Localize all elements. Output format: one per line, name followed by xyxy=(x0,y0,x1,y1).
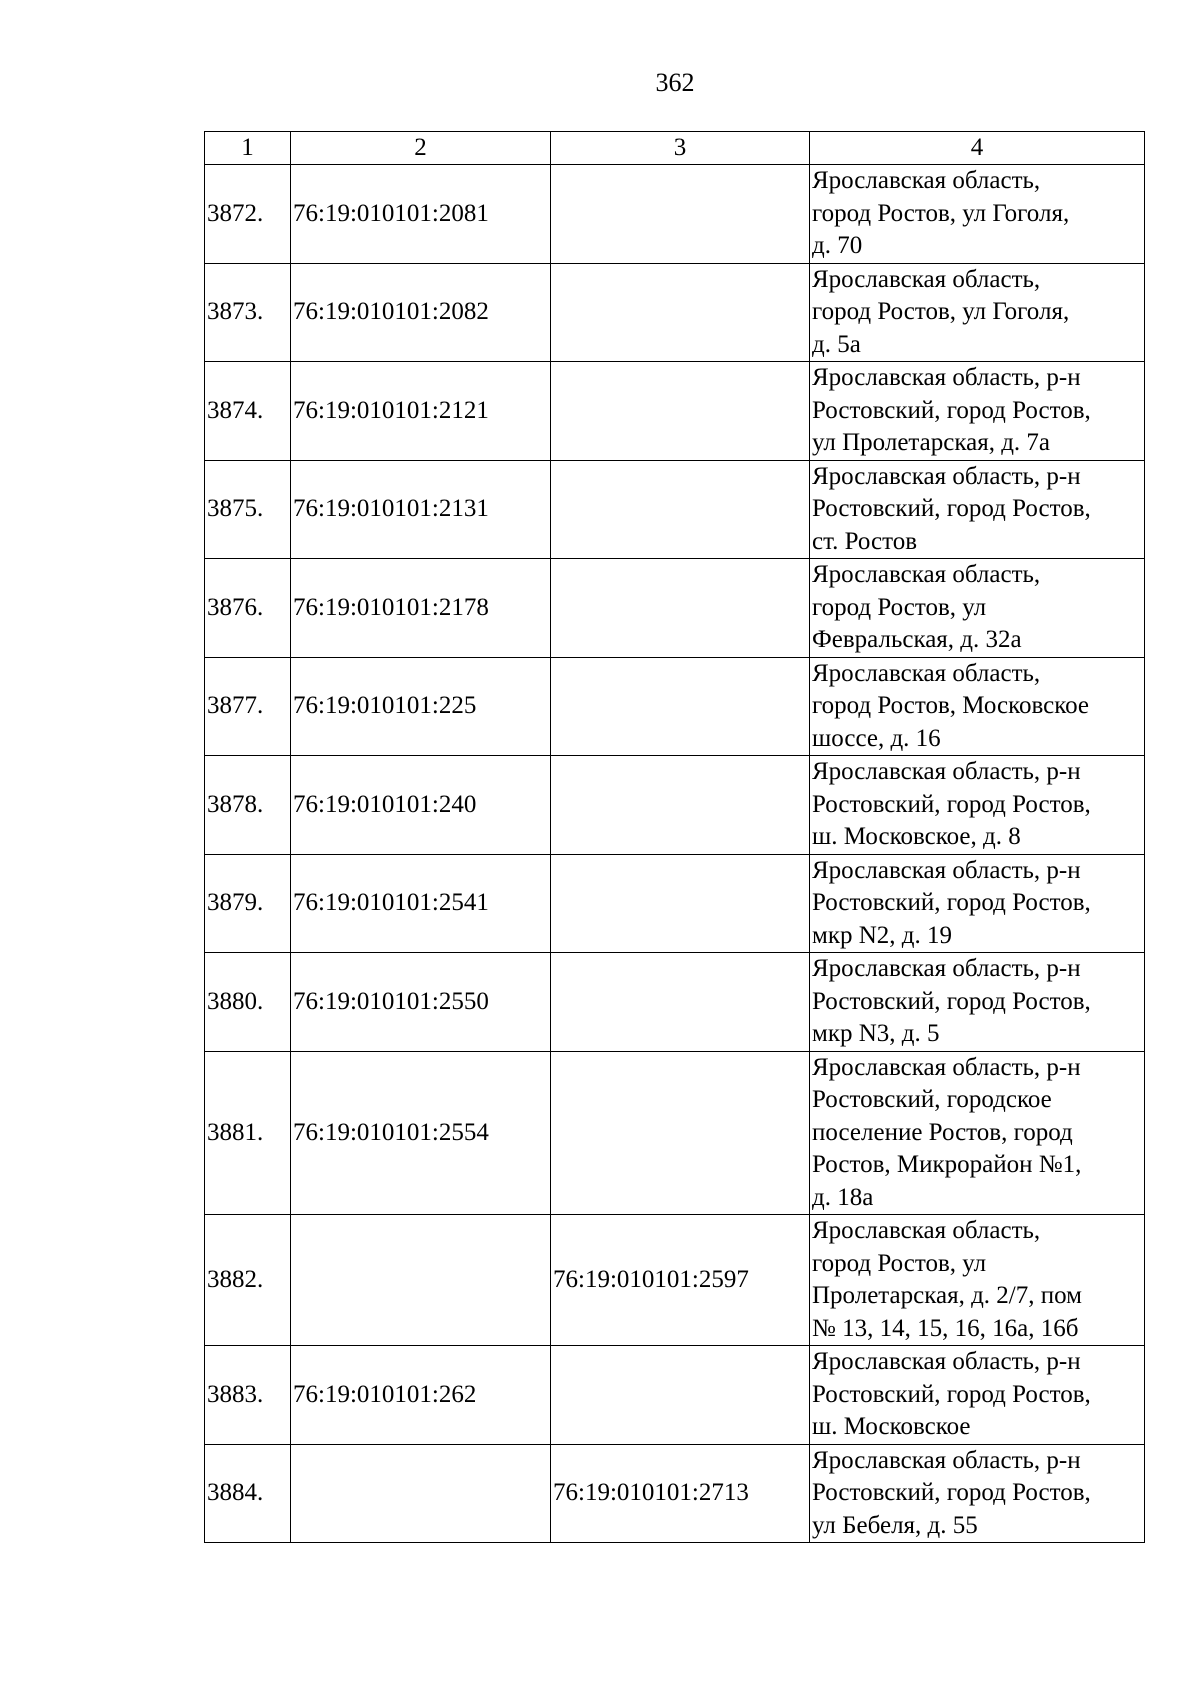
address-line: Ярославская область, xyxy=(812,265,1041,293)
address-line: Ростовский, город Ростов, xyxy=(812,987,1091,1015)
building-cadastral-number xyxy=(551,460,810,559)
address-cell xyxy=(810,1444,1145,1543)
building-cadastral-number xyxy=(551,362,810,461)
address-line: город Ростов, Московское xyxy=(812,692,1090,719)
table-row xyxy=(205,559,1145,658)
cadastral-number: 76:19:010101:2131 xyxy=(291,460,551,559)
table-row xyxy=(205,1215,1145,1346)
row-number: 3883. xyxy=(205,1346,291,1445)
address-cell xyxy=(810,460,1145,559)
cadastral-number: 76:19:010101:2081 xyxy=(291,165,551,264)
row-number: 3878. xyxy=(205,756,291,855)
cadastral-number: 76:19:010101:225 xyxy=(291,657,551,756)
cadastral-number: 76:19:010101:2541 xyxy=(291,854,551,953)
cadastral-number: 76:19:010101:240 xyxy=(291,756,551,855)
table-row xyxy=(205,1444,1145,1543)
address-line: Ярославская область, р-н xyxy=(812,462,1081,490)
building-cadastral-number xyxy=(551,1051,810,1215)
address-line: Ярославская область, р-н xyxy=(812,758,1081,785)
cadastral-number: 76:19:010101:2554 xyxy=(291,1051,551,1215)
address-line: Ярославская область, р-н xyxy=(812,1446,1081,1474)
table-row xyxy=(205,953,1145,1052)
address-line: Ростовский, город Ростов, xyxy=(812,790,1091,818)
building-cadastral-number: 76:19:010101:2713 xyxy=(551,1444,810,1543)
address-cell xyxy=(810,756,1145,855)
address-line: Ярославская область, р-н xyxy=(812,1053,1081,1081)
registry-table xyxy=(204,131,1145,1543)
address-line: Ярославская область, р-н xyxy=(812,856,1081,884)
address-line: ул Бебеля, д. 55 xyxy=(812,1511,978,1539)
cadastral-number xyxy=(291,1215,551,1346)
address-line: Ярославская область, xyxy=(812,167,1041,194)
address-cell xyxy=(810,953,1145,1052)
address-line: Пролетарская, д. 2/7, пом xyxy=(812,1282,1082,1309)
table-row xyxy=(205,362,1145,461)
address-line: Ростовский, город Ростов, xyxy=(812,495,1091,522)
address-line: шоссе, д. 16 xyxy=(812,724,941,752)
address-line: Ярославская область, xyxy=(812,659,1041,687)
column-header: 3 xyxy=(551,132,810,165)
address-line: город Ростов, ул xyxy=(812,1249,987,1277)
address-line: Ростовский, город Ростов, xyxy=(812,396,1091,424)
cadastral-number xyxy=(291,1444,551,1543)
row-number: 3874. xyxy=(205,362,291,461)
table-row xyxy=(205,1051,1145,1215)
row-number: 3879. xyxy=(205,854,291,953)
address-line: Ярославская область, р-н xyxy=(812,955,1081,982)
row-number: 3873. xyxy=(205,263,291,362)
row-number: 3877. xyxy=(205,657,291,756)
cadastral-number: 76:19:010101:2121 xyxy=(291,362,551,461)
building-cadastral-number: 76:19:010101:2597 xyxy=(551,1215,810,1346)
address-line: мкр N3, д. 5 xyxy=(812,1020,940,1047)
address-line: Февральская, д. 32а xyxy=(812,626,1022,653)
building-cadastral-number xyxy=(551,953,810,1052)
address-cell xyxy=(810,1215,1145,1346)
address-line: ш. Московское, д. 8 xyxy=(812,823,1021,850)
table-row xyxy=(205,263,1145,362)
table-row xyxy=(205,657,1145,756)
table-row xyxy=(205,1346,1145,1445)
address-cell xyxy=(810,362,1145,461)
row-number: 3880. xyxy=(205,953,291,1052)
cadastral-number: 76:19:010101:2178 xyxy=(291,559,551,658)
address-line: Ростовский, город Ростов, xyxy=(812,1380,1091,1408)
address-line: Ярославская область, xyxy=(812,561,1041,588)
address-line: Ярославская область, xyxy=(812,1217,1041,1244)
table-header-row xyxy=(205,132,1145,165)
address-line: мкр N2, д. 19 xyxy=(812,921,952,949)
row-number: 3875. xyxy=(205,460,291,559)
address-cell xyxy=(810,165,1145,264)
building-cadastral-number xyxy=(551,756,810,855)
cadastral-number: 76:19:010101:2550 xyxy=(291,953,551,1052)
table-row xyxy=(205,165,1145,264)
cadastral-number: 76:19:010101:2082 xyxy=(291,263,551,362)
address-line: Ростов, Микрорайон №1, xyxy=(812,1151,1082,1178)
address-line: № 13, 14, 15, 16, 16а, 16б xyxy=(812,1314,1079,1342)
cadastral-number: 76:19:010101:262 xyxy=(291,1346,551,1445)
address-cell xyxy=(810,854,1145,953)
address-line: д. 18а xyxy=(812,1183,874,1211)
table-row xyxy=(205,854,1145,953)
table-body xyxy=(205,165,1145,1543)
table-row xyxy=(205,460,1145,559)
address-line: город Ростов, ул Гоголя, xyxy=(812,199,1070,227)
building-cadastral-number xyxy=(551,1346,810,1445)
address-line: ш. Московское xyxy=(812,1413,971,1440)
address-line: Ростовский, город Ростов, xyxy=(812,889,1091,916)
row-number: 3872. xyxy=(205,165,291,264)
address-line: Ростовский, город Ростов, xyxy=(812,1479,1091,1506)
address-line: д. 5а xyxy=(812,330,861,358)
row-number: 3876. xyxy=(205,559,291,658)
address-line: ст. Ростов xyxy=(812,527,918,555)
column-header: 2 xyxy=(291,132,551,165)
building-cadastral-number xyxy=(551,165,810,264)
address-line: Ростовский, городское xyxy=(812,1086,1052,1113)
row-number: 3881. xyxy=(205,1051,291,1215)
row-number: 3884. xyxy=(205,1444,291,1543)
table-row xyxy=(205,756,1145,855)
building-cadastral-number xyxy=(551,854,810,953)
address-cell xyxy=(810,263,1145,362)
address-line: поселение Ростов, город xyxy=(812,1118,1073,1146)
address-line: д. 70 xyxy=(812,232,863,259)
column-header: 4 xyxy=(810,132,1145,165)
building-cadastral-number xyxy=(551,657,810,756)
address-cell xyxy=(810,1346,1145,1445)
address-line: город Ростов, ул Гоголя, xyxy=(812,298,1070,325)
building-cadastral-number xyxy=(551,263,810,362)
row-number: 3882. xyxy=(205,1215,291,1346)
address-line: ул Пролетарская, д. 7а xyxy=(812,429,1051,456)
address-line: город Ростов, ул xyxy=(812,593,987,621)
address-line: Ярославская область, р-н xyxy=(812,1348,1081,1375)
column-header: 1 xyxy=(205,132,291,165)
address-cell xyxy=(810,657,1145,756)
address-cell xyxy=(810,559,1145,658)
address-cell xyxy=(810,1051,1145,1215)
page-number: 362 xyxy=(655,68,695,97)
address-line: Ярославская область, р-н xyxy=(812,364,1081,391)
building-cadastral-number xyxy=(551,559,810,658)
